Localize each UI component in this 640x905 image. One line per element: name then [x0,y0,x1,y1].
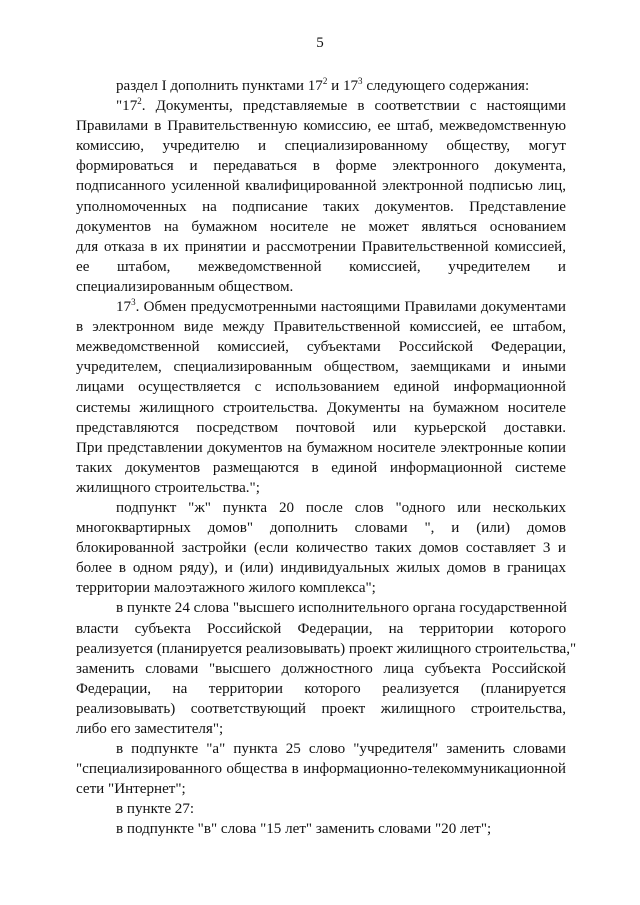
text-line: специализированным обществом. [76,278,294,295]
text-line: в подпункте "а" пункта 25 слово "учредителя" заменить словами [116,741,566,758]
text-line: в подпункте "в" слова "15 лет" заменить словами "20 лет"; [116,821,492,838]
text-line: лицами осуществляется с использованием единой информационной [76,379,566,396]
paragraph [76,819,566,839]
paragraph [76,297,566,498]
paragraph [76,76,566,96]
text-line: $17^3$. Обмен предусмотренными настоящими Правилами документами [116,297,566,316]
text-line: для отказа в их принятии и рассмотрении Правительственной комиссией, [76,238,566,255]
text-line: представляются посредством почтовой или курьерской доставки. [76,419,566,436]
paragraph [76,598,577,739]
text-line: подписанного усиленной квалифицированной электронной подписью лиц, [76,178,566,195]
text-line: комиссию, учредителю и специализированному обществу, могут [76,138,566,155]
text-line: таких документов размещаются в единой информационной системе [76,459,566,476]
text-line: в электронном виде между Правительственной комиссией, ее штабом, [76,319,566,336]
text-line: Правилами в Правительственную комиссию, ее штаб, межведомственную [76,118,566,135]
paragraph [76,799,566,819]
text-line: ее штабом, межведомственной комиссией, учредителем и [76,258,566,275]
paragraph [76,96,566,297]
document-body [76,75,577,840]
text-line: формироваться и передаваться в форме электронного документа, [76,158,566,175]
paragraph [76,498,566,598]
text-line: в пункте 24 слова "высшего исполнительного органа государственной [116,600,567,617]
text-line: реализуется (планируется реализовывать) проект жилищного строительства," [76,640,577,657]
text-line: системы жилищного строительства. Документы на бумажном носителе [76,399,566,416]
text-line: "$17^2$. Документы, представляемые в соответствии с настоящими [116,96,566,115]
text-line: блокированной застройки (если количество таких домов составляет 3 и [76,540,566,557]
paragraph [76,739,566,799]
text-line: территории малоэтажного жилого комплекса"; [76,580,376,597]
text-line: межведомственной комиссией, субъектами Российской Федерации, [76,339,566,356]
text-line: учредителем, специализированным обществом, заемщиками и иными [76,359,566,376]
text-line: "специализированного общества в информационно-телекоммуникационной [76,761,566,778]
text-line: жилищного строительства."; [76,479,260,496]
text-line: сети "Интернет"; [76,781,186,798]
text-line: Федерации, на территории которого реализуется (планируется [76,680,566,697]
text-line: уполномоченных на подписание таких документов. Представление [76,198,566,215]
text-line: либо его заместителя"; [76,721,224,737]
text-line: многоквартирных домов" дополнить словами ", и (или) домов [76,520,566,537]
text-line: раздел I дополнить пунктами $17^2$ и $17^3$ следующего содержания: [116,75,530,94]
page-number: 5 [316,35,324,51]
text-line: заменить словами "высшего должностного лица субъекта Российской [76,660,566,677]
text-line: в пункте 27: [116,801,195,818]
text-line: более в одном ряду), и (или) индивидуальных жилых домов в границах [76,560,566,577]
text-line: власти субъекта Российской Федерации, на территории которого [76,620,566,637]
text-line: реализовывать) соответствующий проект жилищного строительства, [76,700,566,717]
text-line: При представлении документов на бумажном носителе электронные копии [76,439,566,456]
text-line: подпункт "ж" пункта 20 после слов "одного или нескольких [116,499,566,516]
text-line: документов на бумажном носителе не может являться основанием [76,218,566,235]
